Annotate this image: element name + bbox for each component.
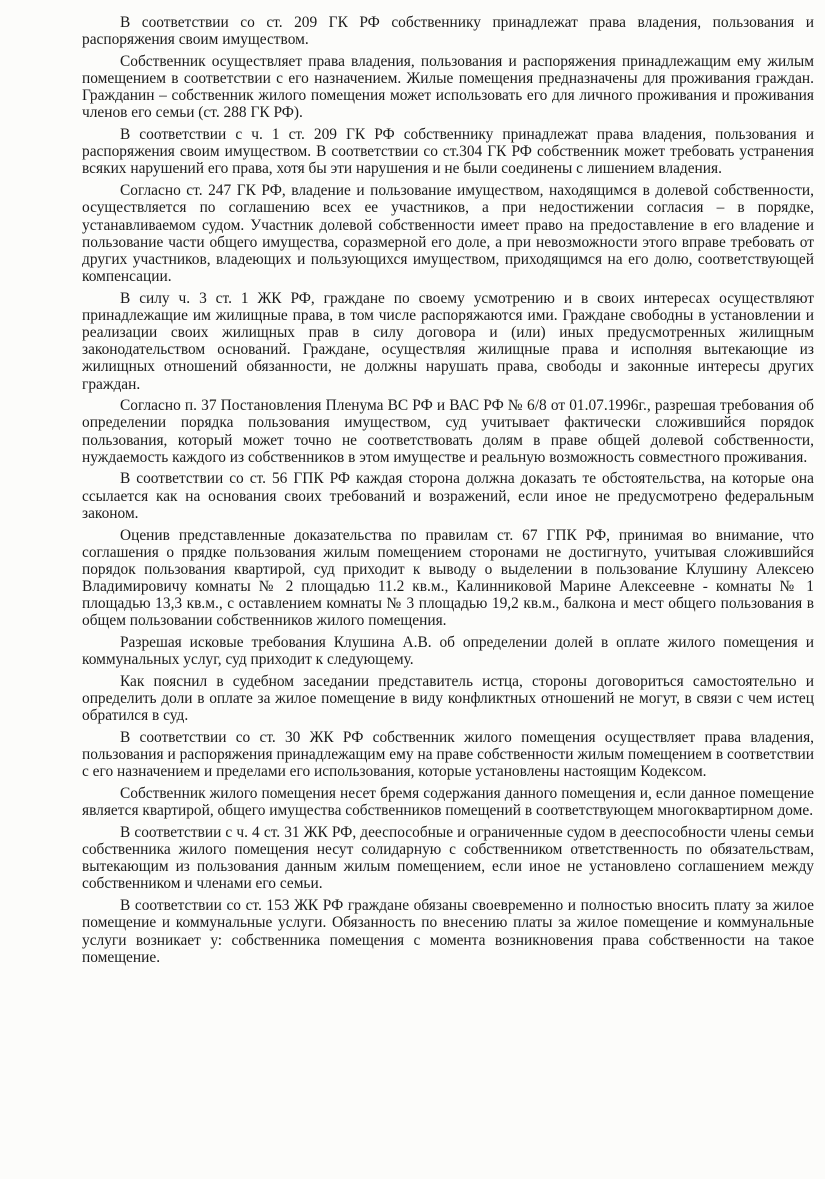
paragraph-14: В соответствии со ст. 153 ЖК РФ граждане обязаны своевременно и полностью вносить плату за жилое помещение и коммунальные услуги. Обязанность по внесению платы за жилое помещение и коммунальные услуги возникает у: собственника помещения с момента возникновения права собственности на такое помещение. [82, 897, 814, 966]
paragraph-9: Разрешая исковые требования Клушина А.В. об определении долей в оплате жилого помещения и коммунальных услуг, суд приходит к следующему. [82, 634, 814, 669]
paragraph-5: В силу ч. 3 ст. 1 ЖК РФ, граждане по своему усмотрению и в своих интересах осуществляют принадлежащие им жилищные права, в том числе распоряжаются ими. Граждане свободны в установлении и реализации своих жилищных прав в силу договора и (или) иных предусмотренных жилищным законодательством оснований. Граждане, осуществляя жилищные права и исполняя вытекающие из жилищных отношений обязанности, не должны нарушать права, свободы и законные интересы других граждан. [82, 289, 814, 393]
paragraph-4: Согласно ст. 247 ГК РФ, владение и пользование имуществом, находящимся в долевой собственности, осуществляется по соглашению всех ее участников, а при недостижении согласия – в порядке, устанавливаемом судом. Участник долевой собственности имеет право на предоставление в его владение и пользование части общего имущества, соразмерной его доле, а при невозможности этого вправе требовать от других участников, владеющих и пользующихся имуществом, приходящимся на его долю, соответствующей компенсации. [82, 182, 814, 285]
paragraph-3: В соответствии с ч. 1 ст. 209 ГК РФ собственнику принадлежат права владения, пользования и распоряжения своим имуществом. В соответствии со ст.304 ГК РФ собственник может требовать устранения всяких нарушений его права, хотя бы эти нарушения и не были соединены с лишением владения. [82, 126, 814, 178]
document-body [82, 14, 814, 970]
paragraph-6: Согласно п. 37 Постановления Пленума ВС РФ и ВАС РФ № 6/8 от 01.07.1996г., разрешая требования об определении порядка пользования имуществом, суд учитывает фактически сложившийся порядок пользования, который может точно не соответствовать долям в праве общей долевой собственности, нуждаемость каждого из собственников в этом имуществе и реальную возможность совместного проживания. [82, 397, 814, 466]
paragraph-11: В соответствии со ст. 30 ЖК РФ собственник жилого помещения осуществляет права владения, пользования и распоряжения принадлежащим ему на праве собственности жилым помещением в соответствии с его назначением и пределами его использования, которые установлены настоящим Кодексом. [82, 729, 814, 781]
paragraph-1: В соответствии со ст. 209 ГК РФ собственнику принадлежат права владения, пользования и распоряжения своим имуществом. [82, 14, 814, 49]
paragraph-12: Собственник жилого помещения несет бремя содержания данного помещения и, если данное помещение является квартирой, общего имущества собственников помещений в соответствующем многоквартирном доме. [82, 785, 814, 820]
paragraph-2: Собственник осуществляет права владения, пользования и распоряжения принадлежащим ему жилым помещением в соответствии с его назначением. Жилые помещения предназначены для проживания граждан. Гражданин – собственник жилого помещения может использовать его для личного проживания и проживания членов его семьи (ст. 288 ГК РФ). [82, 52, 814, 122]
paragraph-10: Как пояснил в судебном заседании представитель истца, стороны договориться самостоятельно и определить доли в оплате за жилое помещение в виду конфликтных отношений не могут, в связи с чем истец обратился в суд. [82, 672, 814, 725]
paragraph-7: В соответствии со ст. 56 ГПК РФ каждая сторона должна доказать те обстоятельства, на которые она ссылается как на основания своих требований и возражений, если иное не предусмотрено федеральным законом. [82, 470, 814, 522]
paragraph-13: В соответствии с ч. 4 ст. 31 ЖК РФ, дееспособные и ограниченные судом в дееспособности члены семьи собственника жилого помещения несут солидарную с собственником ответственность по обязательствам, вытекающим из пользования данным жилым помещением, если иное не установлено соглашением между собственником и членами его семьи. [82, 824, 814, 893]
paragraph-8: Оценив представленные доказательства по правилам ст. 67 ГПК РФ, принимая во внимание, что соглашения о прядке пользования жилым помещением сторонами не достигнуто, учитывая сложившийся порядок пользования квартирой, суд приходит к выводу о выделении в пользование Клушину Алексею Владимировичу комнаты № 2 площадью 11.2 кв.м., Калинниковой Марине Алексеевне - комнаты № 1 площадью 13,3 кв.м., с оставлением комнаты № 3 площадью 19,2 кв.м., балкона и мест общего пользования в общем пользовании собственников жилого помещения. [82, 526, 814, 630]
